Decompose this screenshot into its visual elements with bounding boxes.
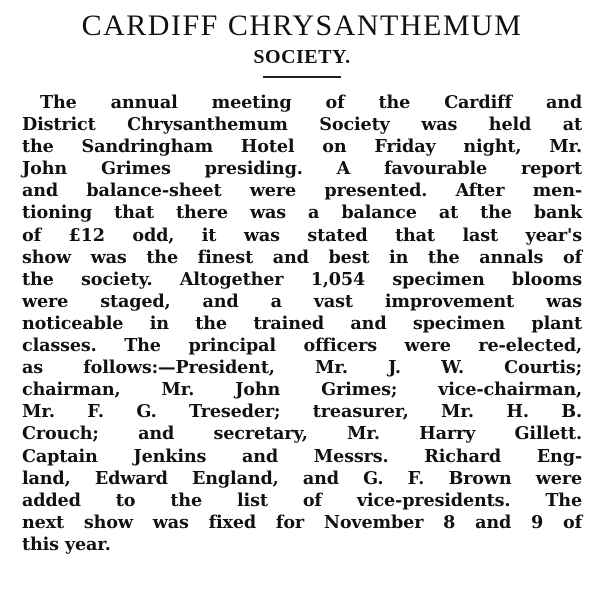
article-line: were staged, and a vast improvement was [22, 290, 582, 312]
article-line: tioning that there was a balance at the bank [22, 202, 582, 224]
article-line: District Chrysanthemum Society was held at [22, 114, 582, 136]
article-line: added to the list of vice-presidents. The [22, 489, 582, 511]
article-line: and balance-sheet were presented. After men- [22, 180, 582, 202]
article-line: Crouch; and secretary, Mr. Harry Gillett. [22, 423, 582, 445]
article-line: of £12 odd, it was stated that last year's [22, 224, 582, 246]
article-body [22, 92, 582, 556]
article-line: this year. [22, 533, 111, 555]
article-line: Mr. F. G. Treseder; treasurer, Mr. H. B. [22, 401, 582, 423]
subheadline: SOCIETY. [253, 46, 351, 68]
article-line: The annual meeting of the Cardiff and [40, 92, 582, 113]
article-line: as follows:—President, Mr. J. W. Courtis; [22, 357, 582, 379]
headline: CARDIFF CHRYSANTHEMUM [81, 9, 523, 42]
article-line: land, Edward England, and G. F. Brown were [22, 467, 582, 489]
divider-rule [263, 76, 341, 78]
article-line: chairman, Mr. John Grimes; vice-chairman, [22, 379, 582, 401]
article-line: show was the finest and best in the annals of [22, 246, 582, 268]
article-line: classes. The principal officers were re-elected, [22, 335, 582, 357]
article-line: next show was fixed for November 8 and 9 of [22, 511, 582, 533]
article-line: Captain Jenkins and Messrs. Richard Eng- [22, 445, 582, 467]
article-line: noticeable in the trained and specimen plant [22, 312, 582, 334]
article-line: the society. Altogether 1,054 specimen blooms [22, 268, 582, 290]
article-line: the Sandringham Hotel on Friday night, Mr. [22, 136, 582, 158]
article-line: John Grimes presiding. A favourable report [22, 158, 582, 180]
